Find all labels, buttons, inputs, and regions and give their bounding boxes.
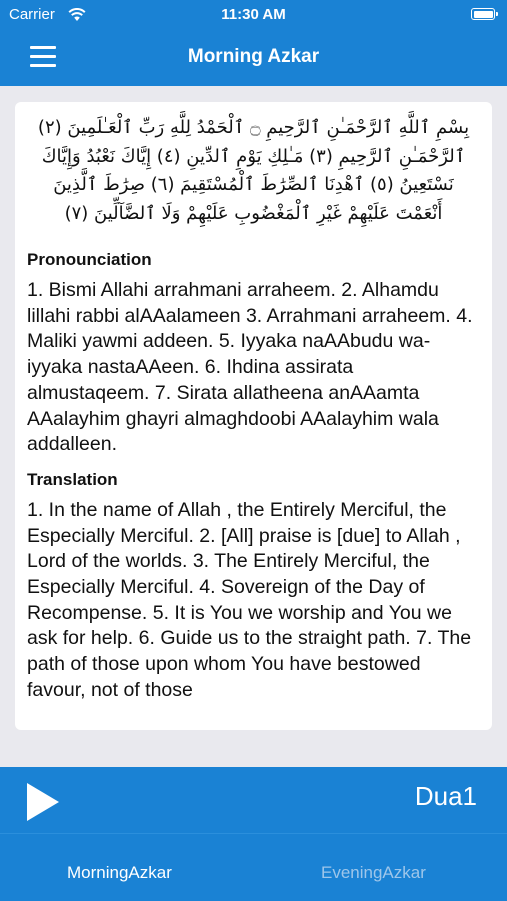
audio-player-bar	[0, 767, 507, 833]
translation-heading: Translation	[27, 469, 118, 489]
pronunciation-text: 1. Bismi Allahi arrahmani arraheem. 2. Alhamdu lillahi rabbi alAAalameen 3. Arrahmani arraheem. 4. Maliki yawmi addeen. 5. Iyyaka naAAbudu wa-iyyaka nastaAAeen. 6. Ihdina assirata almustaqeem. 7. Sirata allatheena anAAamta AAalayhim ghayri almaghdoobi AAalayhim wala addalleen.	[27, 279, 473, 456]
arabic-text: بِسْمِ ٱللَّهِ ٱلرَّحْمَـٰنِ ٱلرَّحِيمِ ۝ ٱلْحَمْدُ لِلَّهِ رَبِّ ٱلْعَـٰلَمِينَ (٢) ٱلرَّحْمَـٰنِ ٱلرَّحِيمِ (٣) مَـٰلِكِ يَوْمِ ٱلدِّينِ (٤) إِيَّاكَ نَعْبُدُ وَإِيَّاكَ نَسْتَعِينُ (٥) ٱهْدِنَا ٱلصِّرَٰطَ ٱلْمُسْتَقِيمَ (٦) صِرَٰطَ ٱلَّذِينَ أَنْعَمْتَ عَلَيْهِمْ غَيْرِ ٱلْمَغْضُوبِ عَلَيْهِمْ وَلَا ٱلضَّآلِّينَ (٧)	[37, 117, 470, 224]
translation-text: 1. In the name of Allah , the Entirely Merciful, the Especially Merciful. 2. [All] praise is [due] to Allah , Lord of the worlds. 3. The Entirely Merciful, the Especially Merciful. 4. Sovereign of the Day of Recompense. 5. It is You we worship and You we ask for help. 6. Guide us to the straight path. 7. The path of those upon whom You have bestowed favour, not of those	[27, 498, 472, 701]
azkar-content-card[interactable]	[15, 102, 492, 730]
battery-icon	[471, 8, 495, 20]
page-title: Morning Azkar	[187, 46, 320, 67]
tab-bar	[0, 833, 507, 901]
status-time: 11:30 AM	[221, 6, 286, 23]
pronunciation-heading: Pronounciation	[27, 250, 152, 269]
navigation-bar	[0, 0, 507, 86]
status-bar	[0, 0, 507, 30]
tab-evening-azkar[interactable]: EveningAzkar	[321, 863, 426, 882]
tab-morning-azkar[interactable]: MorningAzkar	[67, 863, 172, 882]
play-icon[interactable]	[27, 783, 59, 821]
carrier-label: Carrier	[9, 6, 55, 23]
track-label: Dua1	[414, 781, 477, 811]
